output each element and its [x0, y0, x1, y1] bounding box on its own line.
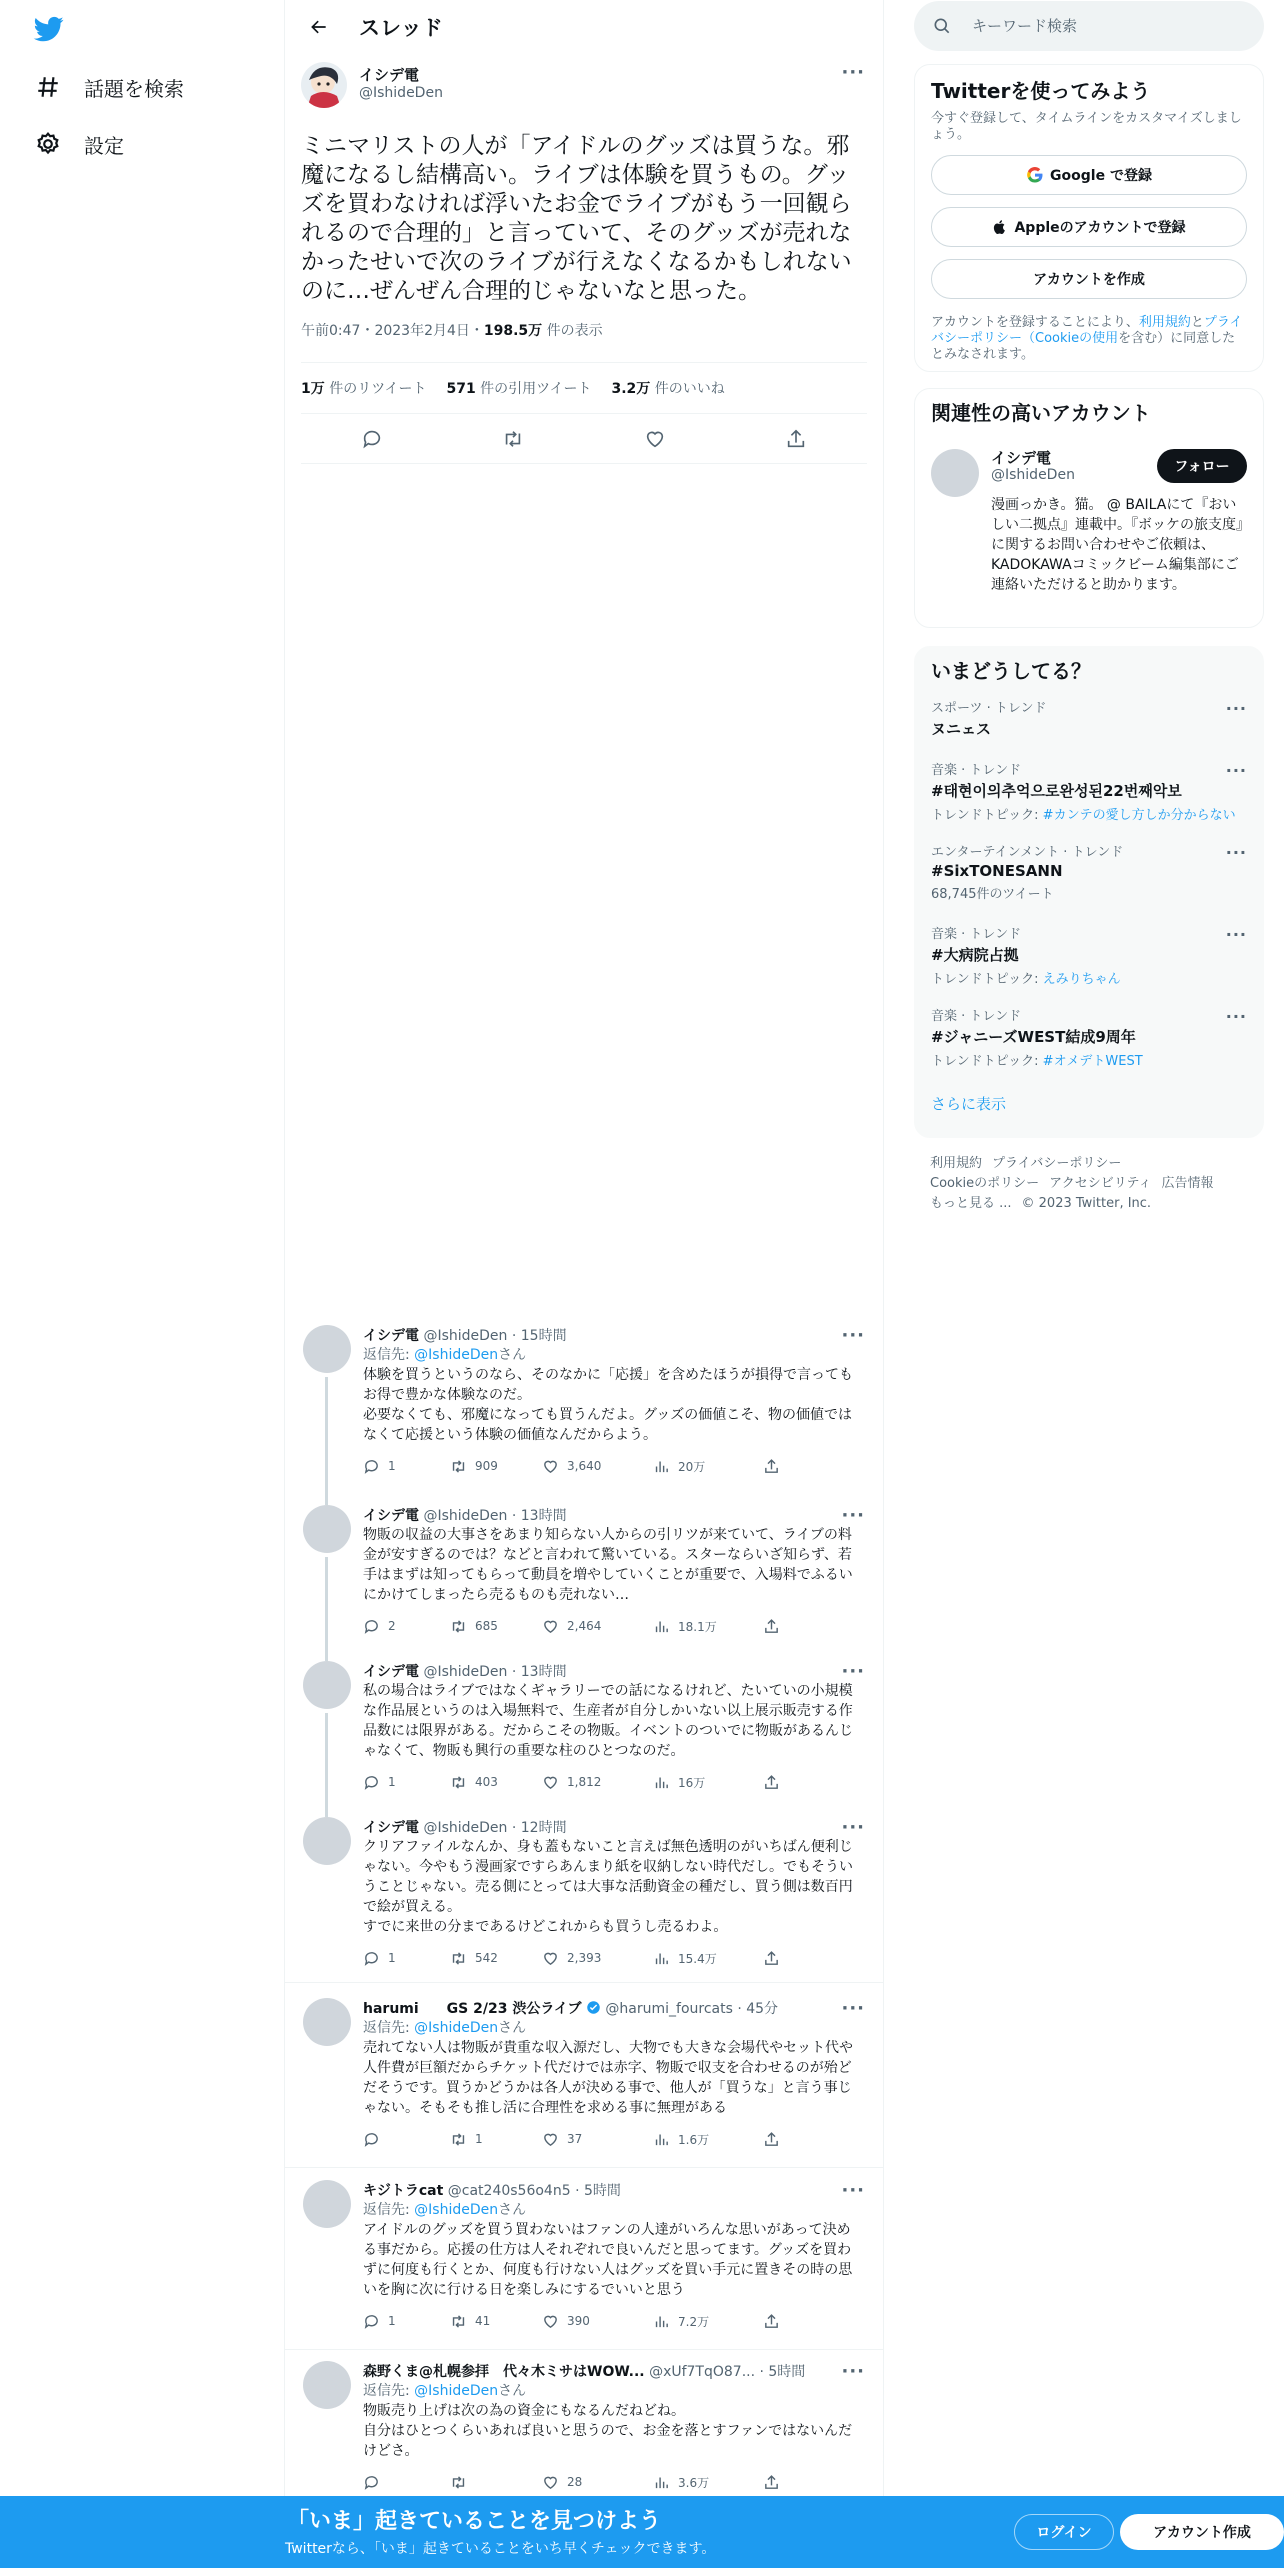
footer-links: [914, 1154, 1264, 1214]
nav-settings-label: 設定: [84, 133, 124, 158]
tweet-time[interactable]: 午前0:47・2023年2月4日・: [301, 323, 484, 339]
trend-topic-link[interactable]: えみりちゃん: [1042, 972, 1121, 987]
share-icon: [763, 1774, 780, 1791]
reply-tweet[interactable]: [285, 1651, 883, 1807]
apple-signup-label: Appleのアカウントで登録: [1014, 220, 1186, 236]
search-bar[interactable]: [914, 1, 1264, 51]
reply-author-name[interactable]: キジトラcat: [363, 2183, 444, 2199]
retweet-button[interactable]: 685: [450, 1618, 542, 1635]
google-signup-label: Google で登録: [1050, 168, 1152, 184]
main-column: [284, 0, 884, 2568]
more-options-icon[interactable]: ···: [841, 1998, 865, 2019]
reply-to: 返信先: @IshideDenさん: [363, 1347, 527, 1363]
follow-button[interactable]: フォロー: [1157, 449, 1247, 483]
focused-tweet: [285, 62, 883, 464]
reply-tweet[interactable]: [285, 1495, 883, 1651]
share-button[interactable]: [763, 1618, 780, 1635]
reply-text: クリアファイルなんか、身も蓋もないこと言えば無色透明のがいちばん便利じゃない。今やもう漫画家ですらあんまり紙を収納しない時代だし。でもそういうことじゃない。売る側にとっては大事な活動資金の種だし、買う側は数百円で絵が買える。 すでに来世の分まであるけどこれからも買うし売るわよ。: [363, 1839, 853, 1935]
bottom-bar-subtitle: Twitterなら、「いま」起きていることをいち早くチェックできます。: [285, 2541, 716, 2557]
reply-icon: [363, 2131, 380, 2148]
tweet-text: ミニマリストの人が「アイドルのグッズは買うな。邪魔になるし結構高い。ライブは体験を買うもの。グッズを買わなければ浮いたお金でライブがもう一回観られるので合理的」と言っていて、そのグッズが売れなかったせいで次のライブが行えなくなるかもしれないのに…ぜんぜん合理的じゃないなと思った。: [301, 133, 852, 304]
nav-explore-label: 話題を検索: [84, 76, 184, 101]
footer-link[interactable]: プライバシーポリシー: [992, 1156, 1122, 1171]
reply-tweet[interactable]: [285, 2170, 883, 2350]
tweet-author-handle[interactable]: @IshideDen: [359, 85, 443, 101]
tweet-stats: [301, 362, 867, 414]
related-accounts-card: [914, 388, 1264, 628]
thread-line: [325, 1377, 328, 1499]
signup-card: [914, 64, 1264, 372]
trend-sub: トレンドトピック: #オメデトWEST: [931, 1054, 1143, 1069]
signup-button[interactable]: アカウント作成: [1120, 2514, 1284, 2550]
avatar[interactable]: [931, 449, 979, 497]
retweet-icon: [450, 1950, 467, 1967]
retweet-button[interactable]: 542: [450, 1950, 542, 1967]
like-icon: [542, 1950, 559, 1967]
share-icon: [763, 2474, 780, 2491]
retweet-icon: [450, 1618, 467, 1635]
trend-item[interactable]: [931, 915, 1247, 997]
more-options-icon[interactable]: ···: [1225, 843, 1247, 862]
tweet-actions: [301, 414, 867, 464]
reply-actions: [363, 1771, 867, 1793]
trend-tweet-count: 68,745件のツイート: [931, 887, 1054, 902]
apple-signup-button[interactable]: [931, 207, 1247, 247]
reply-icon[interactable]: [358, 425, 386, 453]
reply-button[interactable]: 1: [363, 2313, 450, 2330]
reply-icon: [363, 2313, 380, 2330]
views-button[interactable]: 15.4万: [653, 1950, 763, 1967]
google-signup-button[interactable]: [931, 155, 1247, 195]
gear-icon: [34, 130, 62, 158]
like-icon: [542, 1458, 559, 1475]
reply-tweet[interactable]: [285, 1988, 883, 2168]
signup-terms: アカウントを登録することにより、利用規約とプライバシーポリシー（Cookieの使用を含む）に同意したとみなされます。: [931, 315, 1243, 362]
related-title: 関連性の高いアカウント: [931, 401, 1151, 425]
like-icon: [542, 2131, 559, 2148]
reply-handle[interactable]: @cat240s56o4n5 · 5時間: [447, 2183, 621, 2199]
reply-actions: [363, 1947, 867, 1969]
like-button[interactable]: 2,464: [542, 1618, 653, 1635]
like-icon: [542, 2313, 559, 2330]
trend-item[interactable]: [931, 997, 1247, 1079]
trend-category: スポーツ · トレンド: [931, 701, 1047, 716]
trends-card: [914, 646, 1264, 1138]
retweet-button[interactable]: 1: [450, 2131, 542, 2148]
footer-link[interactable]: Cookieのポリシー: [930, 1176, 1040, 1191]
reply-author-name[interactable]: イシデ電: [363, 1508, 419, 1524]
share-button[interactable]: [763, 1950, 780, 1967]
thread-line: [325, 1807, 328, 1817]
avatar[interactable]: [303, 1661, 351, 1709]
signup-title: Twitterを使ってみよう: [931, 79, 1151, 103]
footer-copyright: © 2023 Twitter, Inc.: [1021, 1196, 1152, 1211]
more-options-icon[interactable]: ···: [841, 2361, 865, 2382]
create-account-label: アカウントを作成: [1033, 272, 1145, 288]
retweet-icon: [450, 2131, 467, 2148]
reply-actions: [363, 2310, 867, 2332]
reply-actions: [363, 1615, 867, 1637]
like-icon: [542, 2474, 559, 2491]
google-icon: [1026, 166, 1044, 184]
reply-tweet[interactable]: [285, 1315, 883, 1495]
tweet-views: 198.5万: [483, 323, 543, 339]
footer-link[interactable]: アクセシビリティ: [1049, 1176, 1152, 1191]
trend-name: #大病院占拠: [931, 946, 1019, 964]
thread-line: [325, 1713, 328, 1811]
page-title: スレッド: [359, 16, 443, 40]
reply-button[interactable]: 1: [363, 1458, 450, 1475]
related-name[interactable]: イシデ電: [991, 449, 1052, 467]
thread-line: [325, 1495, 328, 1505]
more-options-icon[interactable]: ···: [841, 1325, 865, 1346]
show-more-link[interactable]: さらに表示: [931, 1095, 1007, 1113]
terms-link[interactable]: 利用規約: [1138, 315, 1191, 330]
like-button[interactable]: 1,812: [542, 1774, 653, 1791]
trend-name: #SixTONESANN: [931, 862, 1063, 880]
share-icon: [763, 1618, 780, 1635]
reply-tweet[interactable]: [285, 1807, 883, 1983]
tweet-author: [301, 62, 867, 118]
like-button[interactable]: 37: [542, 2131, 653, 2148]
views-icon: [653, 1774, 670, 1791]
tweet-meta: [301, 320, 867, 342]
share-button[interactable]: [763, 2474, 780, 2491]
right-sidebar: [914, 0, 1264, 1214]
more-options-icon[interactable]: ···: [841, 1661, 865, 1682]
more-options-icon[interactable]: ···: [1225, 925, 1247, 944]
share-icon[interactable]: [782, 425, 810, 453]
share-button[interactable]: [763, 1774, 780, 1791]
reply-icon: [363, 2474, 380, 2491]
retweet-icon: [450, 2313, 467, 2330]
reply-actions: [363, 2128, 867, 2150]
footer-more-link[interactable]: もっと見る ...: [930, 1196, 1012, 1211]
share-button[interactable]: [763, 2131, 780, 2148]
avatar[interactable]: [303, 2361, 351, 2409]
reply-actions: [363, 2471, 867, 2493]
views-icon: [653, 2313, 670, 2330]
reply-text: 体験を買うというのなら、そのなかに「応援」を含めたほうが損得で言ってもお得で豊かな体験なのだ。 必要なくても、邪魔になっても買うんだよ。グッズの価値こそ、物の価値ではなくて応援という体験の価値なんだからよう。: [363, 1367, 853, 1443]
twitter-logo-icon[interactable]: [32, 14, 66, 44]
related-bio: 漫画っかき。猫。 @ BAILAにて『おいしい二拠点』連載中。『ボッケの旅支度』に関するお問い合わせやご依頼は、KADOKAWAコミックビーム編集部にご連絡いただけると助かります。: [991, 497, 1243, 593]
share-button[interactable]: [763, 1458, 780, 1475]
trend-name: ヌニェス: [931, 720, 992, 738]
nav-explore[interactable]: [34, 67, 184, 107]
related-handle[interactable]: @IshideDen: [991, 467, 1075, 483]
retweet-button[interactable]: 403: [450, 1774, 542, 1791]
reply-handle[interactable]: @harumi_fourcats · 45分: [605, 2001, 779, 2017]
left-nav: [0, 0, 284, 2568]
reply-icon: [363, 1458, 380, 1475]
trend-topic-link[interactable]: #オメデトWEST: [1042, 1054, 1143, 1069]
trend-category: 音楽 · トレンド: [931, 1009, 1022, 1024]
more-options-icon[interactable]: ···: [841, 1505, 865, 1526]
reply-icon: [363, 1774, 380, 1791]
more-options-icon[interactable]: ···: [841, 1817, 865, 1838]
reply-to: 返信先: @IshideDenさん: [363, 2020, 527, 2036]
avatar[interactable]: [303, 1505, 351, 1553]
bottom-bar-title: 「いま」起きていることを見つけよう: [287, 2509, 662, 2534]
more-options-icon[interactable]: ···: [841, 2180, 865, 2201]
reply-text: 私の場合はライブではなくギャラリーでの話になるけれど、たいていの小規模な作品展というのは入場無料で、生産者が自分しかいない以上展示販売する作品数には限界がある。だからこその物販。イベントのついでに物販があるんじゃなくて、物販も興行の重要な柱のひとつなのだ。: [363, 1683, 853, 1759]
views-button[interactable]: 1.6万: [653, 2131, 763, 2148]
reply-to-link[interactable]: @IshideDen: [414, 2020, 499, 2036]
more-options-icon[interactable]: ···: [841, 62, 865, 83]
more-options-icon[interactable]: ···: [1225, 761, 1247, 780]
share-icon: [763, 2313, 780, 2330]
thread-line: [325, 1651, 328, 1661]
trend-name: #ジャニーズWEST結成9周年: [931, 1028, 1136, 1046]
reply-text: 物販の収益の大事さをあまり知らない人からの引リツが来ていて、ライブの料金が安すぎるのでは？などと言われて驚いている。スターならいざ知らず、若手はまずは知ってもらって動員を増やしていくことが重要で、入場料でふるいにかけてしまったら売るものも売れない…: [363, 1527, 853, 1603]
avatar[interactable]: [303, 2180, 351, 2228]
retweet-button[interactable]: 909: [450, 1458, 542, 1475]
reply-author-name[interactable]: harumi GS 2/23 渋公ライブ: [363, 2001, 582, 2017]
like-button[interactable]: 390: [542, 2313, 653, 2330]
like-button[interactable]: 2,393: [542, 1950, 653, 1967]
reply-text: 売れてない人は物販が貴重な収入源だし、大物でも大きな会場代やセット代や人件費が巨額だからチケット代だけでは赤字、物販で収支を合わせるのが殆どだそうです。買うかどうかは各人が決める事で、他人が「買うな」と言う事じゃない。そもそも推し活に合理性を求める事に無理がある: [363, 2040, 853, 2116]
footer-link[interactable]: 広告情報: [1161, 1176, 1214, 1191]
retweet-icon: [450, 2474, 467, 2491]
trend-item[interactable]: [931, 833, 1247, 915]
views-icon: [653, 2474, 670, 2491]
views-button[interactable]: 18.1万: [653, 1618, 763, 1635]
hashtag-icon: [34, 73, 62, 101]
reply-to: 返信先: @IshideDenさん: [363, 2202, 527, 2218]
reply-handle[interactable]: @IshideDen · 12時間: [423, 1820, 567, 1836]
reply-icon: [363, 1950, 380, 1967]
like-icon: [542, 1774, 559, 1791]
share-icon: [763, 2131, 780, 2148]
avatar[interactable]: [303, 1325, 351, 1373]
views-icon: [653, 1950, 670, 1967]
reply-button[interactable]: 1: [363, 1774, 450, 1791]
reply-to-link[interactable]: @IshideDen: [414, 2202, 499, 2218]
reply-author-name[interactable]: イシデ電: [363, 1820, 419, 1836]
reply-author-name[interactable]: イシデ電: [363, 1328, 419, 1344]
reply-icon: [363, 1618, 380, 1635]
tweet-views-label: 件の表示: [542, 323, 603, 339]
views-icon: [653, 1458, 670, 1475]
retweet-icon: [450, 1458, 467, 1475]
reply-button[interactable]: 2: [363, 1618, 450, 1635]
trend-item[interactable]: [931, 751, 1247, 833]
reply-to-link[interactable]: @IshideDen: [414, 2383, 499, 2399]
like-icon: [542, 1618, 559, 1635]
quotes-count[interactable]: 571 件の引用ツイート: [446, 381, 592, 397]
trend-sub: トレンドトピック: #カンテの愛し方しか分からない: [931, 808, 1236, 823]
share-icon: [763, 1950, 780, 1967]
retweet-icon[interactable]: [499, 425, 527, 453]
apple-icon: [992, 218, 1008, 236]
trend-name: #태현이의추억으로완성된22번째악보: [931, 782, 1182, 800]
trend-category: 音楽 · トレンド: [931, 927, 1022, 942]
reply-button[interactable]: [363, 2474, 450, 2491]
views-button[interactable]: 3.6万: [653, 2474, 763, 2491]
avatar[interactable]: [301, 62, 347, 108]
bottom-signup-bar: [0, 2496, 1284, 2568]
reply-handle[interactable]: @IshideDen · 15時間: [423, 1328, 567, 1344]
reply-text: アイドルのグッズを買う買わないはファンの人達がいろんな思いがあって決める事だから。応援の仕方は人それぞれで良いんだと思ってます。グッズを買わずに何度も行くとか、何度も行けない人はグッズを買い手元に置きその時の思いを胸に次に行ける日を楽しみにするでいいと思う: [363, 2222, 853, 2298]
retweet-button[interactable]: 41: [450, 2313, 542, 2330]
reply-tweet[interactable]: [285, 2351, 883, 2496]
trend-category: 音楽 · トレンド: [931, 763, 1022, 778]
back-arrow-icon[interactable]: [303, 11, 335, 43]
avatar[interactable]: [303, 1817, 351, 1865]
verified-badge-icon: [586, 2000, 601, 2015]
thread-header: [285, 0, 883, 54]
reply-button[interactable]: 1: [363, 1950, 450, 1967]
tweet-author-name[interactable]: イシデ電: [359, 66, 420, 84]
privacy-link[interactable]: プライバシーポリシー（Cookieの使用: [931, 315, 1243, 346]
reply-handle[interactable]: @IshideDen · 13時間: [423, 1664, 567, 1680]
share-button[interactable]: [763, 2313, 780, 2330]
reply-author-name[interactable]: イシデ電: [363, 1664, 419, 1680]
more-options-icon[interactable]: ···: [1225, 1007, 1247, 1026]
like-button[interactable]: 28: [542, 2474, 653, 2491]
retweet-icon: [450, 1774, 467, 1791]
nav-settings[interactable]: [34, 124, 124, 164]
reply-author-name[interactable]: 森野くま@札幌参拝 代々木ミサはWOW...: [363, 2364, 645, 2380]
retweet-button[interactable]: [450, 2474, 542, 2491]
trend-category: エンターテインメント · トレンド: [931, 845, 1124, 860]
reply-to: 返信先: @IshideDenさん: [363, 2383, 527, 2399]
trend-item[interactable]: [931, 689, 1247, 751]
login-button[interactable]: ログイン: [1014, 2514, 1114, 2550]
reply-to-link[interactable]: @IshideDen: [414, 1347, 499, 1363]
views-button[interactable]: 20万: [653, 1458, 763, 1475]
trend-sub: トレンドトピック: えみりちゃん: [931, 972, 1121, 987]
reply-text: 物販売り上げは次の為の資金にもなるんだねどね。 自分はひとつくらいあれば良いと思うので、お金を落とすファンではないんだけどさ。: [363, 2403, 853, 2459]
views-button[interactable]: 16万: [653, 1774, 763, 1791]
avatar[interactable]: [303, 1998, 351, 2046]
more-options-icon[interactable]: ···: [1225, 699, 1247, 718]
search-icon: [932, 16, 952, 36]
signup-subtitle: 今すぐ登録して、タイムラインをカスタマイズしましょう。: [931, 111, 1242, 142]
reply-handle[interactable]: @xUf7TqO87... · 5時間: [649, 2364, 806, 2380]
like-icon[interactable]: [641, 425, 669, 453]
thread-line: [325, 1557, 328, 1655]
like-button[interactable]: 3,640: [542, 1458, 653, 1475]
views-icon: [653, 1618, 670, 1635]
trend-topic-link[interactable]: #カンテの愛し方しか分からない: [1042, 808, 1236, 823]
views-icon: [653, 2131, 670, 2148]
likes-count[interactable]: 3.2万 件のいいね: [611, 381, 725, 397]
reply-handle[interactable]: @IshideDen · 13時間: [423, 1508, 567, 1524]
create-account-button[interactable]: [931, 259, 1247, 299]
views-button[interactable]: 7.2万: [653, 2313, 763, 2330]
footer-link[interactable]: 利用規約: [930, 1156, 983, 1171]
trends-title: いまどうしてる？: [931, 659, 1091, 683]
reply-actions: [363, 1455, 867, 1477]
search-input[interactable]: [972, 17, 1232, 35]
retweets-count[interactable]: 1万 件のリツイート: [301, 381, 427, 397]
share-icon: [763, 1458, 780, 1475]
reply-button[interactable]: [363, 2131, 450, 2148]
